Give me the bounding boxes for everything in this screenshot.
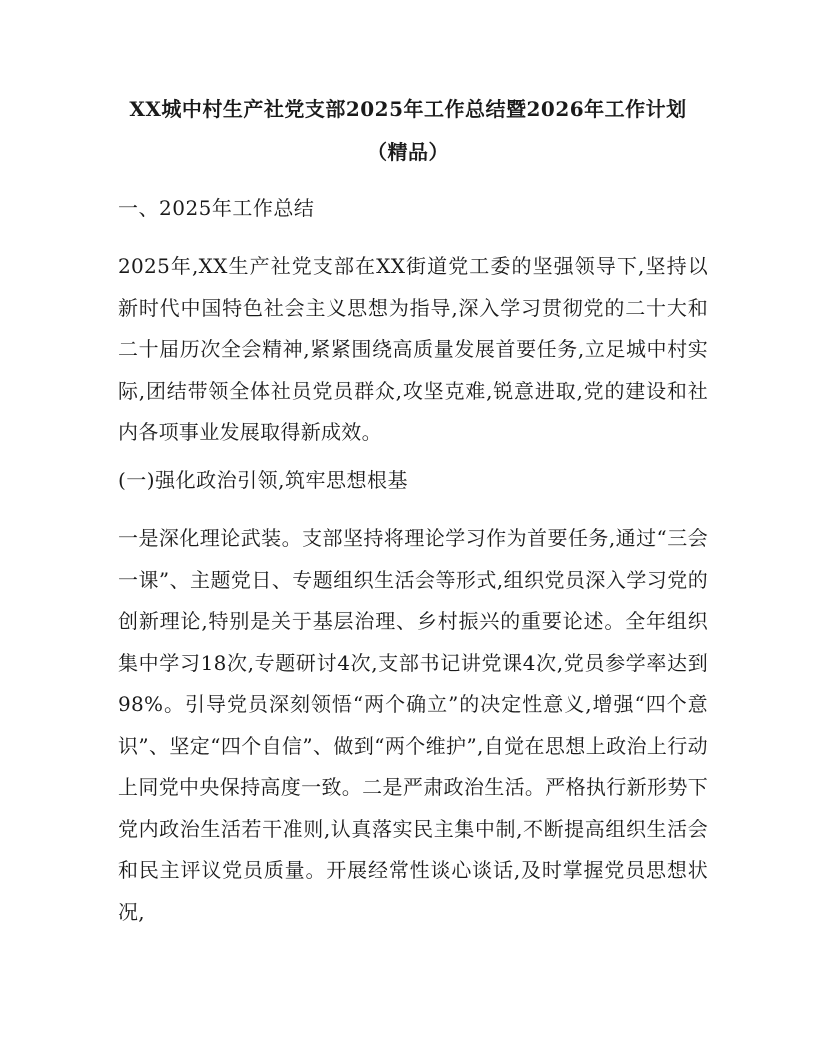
body-paragraph: 一是深化理论武装。支部坚持将理论学习作为首要任务,通过“三会一课”、主题党日、专题组织生活会等形式,组织党员深入学习党的创新理论,特别是关于基层治理、乡村振兴的重要论述。全年组织集中学习18次,专题研讨4次,支部书记讲党课4次,党员参学率达到98%。引导党员深刻领悟“两个确立”的决定性意义,增强“四个意识”、坚定“四个自信”、做到“两个维护”,自觉在思想上政治上行动上同党中央保持高度一致。二是严肃政治生活。严格执行新形势下党内政治生活若干准则,认真落实民主集中制,不断提高组织生活会和民主评议党员质量。开展经常性谈心谈话,及时掌握党员思想状况,: [118, 526, 708, 924]
document-title-suffix: （精品）: [367, 140, 449, 164]
subsection-heading: (一)强化政治引领,筑牢思想根基: [118, 468, 408, 492]
document-title: XX城中村生产社党支部2025年工作总结暨2026年工作计划: [129, 97, 687, 121]
intro-paragraph: 2025年,XX生产社党支部在XX街道党工委的坚强领导下,坚持以新时代中国特色社会主义思想为指导,深入学习贯彻党的二十大和二十届历次全会精神,紧紧围绕高质量发展首要任务,立足城中村实际,团结带领全体社员党员群众,攻坚克难,锐意进取,党的建设和社内各项事业发展取得新成效。: [118, 254, 708, 444]
section-heading: 一、2025年工作总结: [118, 196, 315, 220]
